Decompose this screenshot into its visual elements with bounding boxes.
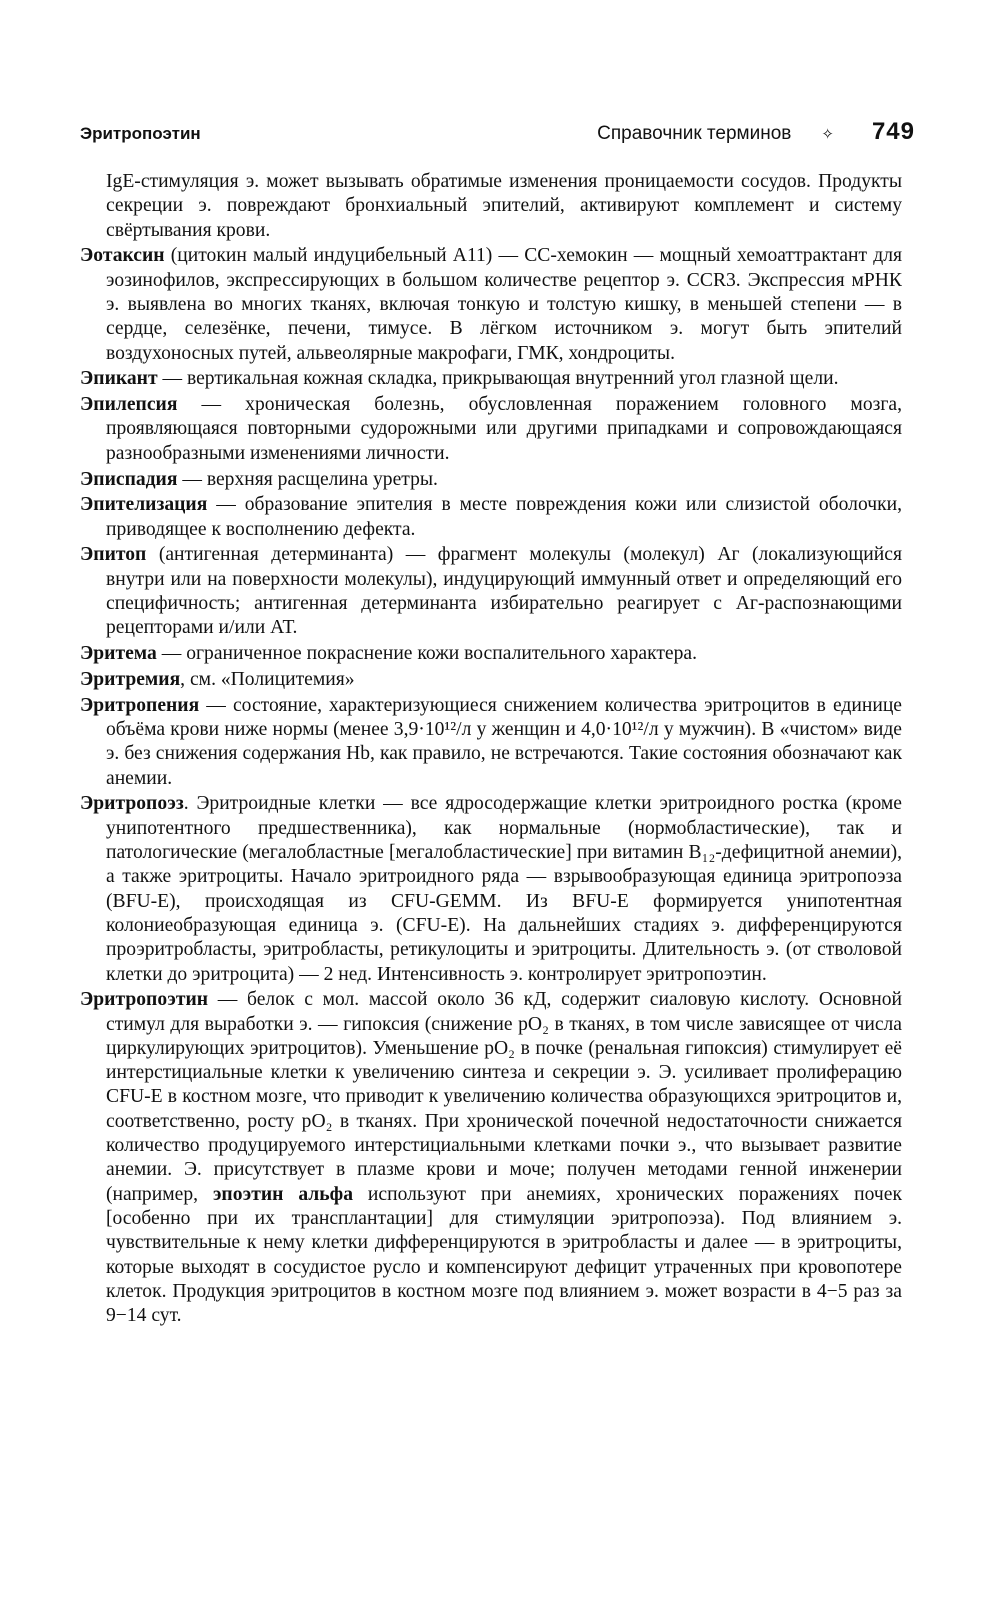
page-header <box>80 118 915 158</box>
entry-term: Эотаксин <box>80 245 165 267</box>
section-title: Справочник терминов <box>597 123 792 144</box>
entry-epilepsy <box>80 393 902 466</box>
entries-list <box>80 170 902 1330</box>
entry-text: IgE-стимуляция э. может вызывать обратимые изменения проницаемости сосудов. Продукты секреции э. повреждают бронхиальный эпителий, активируют комплемент и систему свёртывания крови. <box>106 171 902 241</box>
entry-erythropenia <box>80 694 902 791</box>
entry-term: Эпилепсия <box>80 394 178 416</box>
entry-erythropoietin <box>80 988 902 1328</box>
entry-term: Эритема <box>80 643 157 665</box>
entry-term: Эпителизация <box>80 494 208 516</box>
entry-term: Эритремия <box>80 668 181 690</box>
entry-term: Эписпадия <box>80 468 178 490</box>
entry-text: — верхняя расщелина уретры. <box>177 468 438 490</box>
entry-epithelization <box>80 493 902 542</box>
entry-epitope <box>80 543 902 640</box>
entry-text: — образование эпителия в месте повреждения кожи или слизистой оболочки, приводящее к восполнению дефекта. <box>106 494 902 540</box>
entry-continuation <box>80 170 902 243</box>
entry-term: Эритропоэз <box>80 793 184 815</box>
diamond-ornament-icon: ✧ <box>821 125 834 143</box>
entry-text: (цитокин малый индуцибельный A11) — CC-хемокин — мощный хемоаттрактант для эозинофилов, экспрессирующих в большом количестве рецептор э. CCR3. Экспрессия мРНК э. выявлена во многих тканях, включая тонкую и толстую кишку, в меньшей степени — в сердце, селезёнке, печени, тимусе. В лёгком источником э. могут быть эпителий воздухоносных путей, альвеолярные макрофаги, ГМК, хондроциты. <box>106 245 902 364</box>
entry-term: Эпитоп <box>80 544 147 566</box>
entry-eotaxin <box>80 244 902 365</box>
entry-text: . Эритроидные клетки — все ядросодержащие клетки эритроидного ростка (кроме унипотентного предшественника), как нормальные (нормобластические), так и патологические (мегалобластные [мегалобластические] при витамин B₁₂-дефицитной анемии), а также эритроциты. Начало эритроидного ряда — взрывообразующая единица эритропоэза (BFU-E), происходящая из CFU-GEMM. Из BFU-E формируется унипотентная колониеобразующая единица э. (CFU-E). На дальнейших стадиях э. дифференцируются проэритробласты, эритробласты, ретикулоциты и эритроциты. Длительность э. (от стволовой клетки до эритроцита) — 2 нед. Интенсивность э. контролирует эритропоэтин. <box>106 793 902 985</box>
entry-text: — ограниченное покраснение кожи воспалительного характера. <box>156 643 698 665</box>
entry-erythremia <box>80 668 902 692</box>
entry-epicanthus <box>80 367 902 391</box>
page-number: 749 <box>871 118 915 145</box>
entry-text: — состояние, характеризующиеся снижением количества эритроцитов в единице объёма крови ниже нормы (менее 3,9·10¹²/л у женщин и 4,0·10¹²/л у мужчин). В «чистом» виде э. без снижения содержания Hb, как правило, не встречаются. Такие состояния обозначают как анемии. <box>106 694 902 789</box>
entry-text: — хроническая болезнь, обусловленная поражением головного мозга, проявляющаяся повторными судорожными или другими припадками и сопровождающаяся разнообразными изменениями личности. <box>106 394 902 464</box>
entry-inline-term: эпоэтин альфа <box>212 1183 353 1205</box>
running-head: Эритропоэтин <box>80 124 201 143</box>
entry-erythropoiesis <box>80 792 902 986</box>
entry-erythema <box>80 642 902 666</box>
entry-text: , см. «Полицитемия» <box>180 668 355 690</box>
entry-term: Эритропения <box>80 694 200 716</box>
entry-text: (антигенная детерминанта) — фрагмент молекулы (молекул) Аг (локализующийся внутри или на поверхности молекулы), индуцирующий иммунный ответ и определяющий его специфичность; антигенная детерминанта избирательно реагирует с Аг-распознающими рецепторами и/или АТ. <box>106 544 902 639</box>
entry-text: — вертикальная кожная складка, прикрывающая внутренний угол глазной щели. <box>157 368 839 390</box>
entry-text: — белок с мол. массой около 36 кД, содержит сиаловую кислоту. Основной стимул для выработки э. — гипоксия (снижение pO₂ в тканях, в том числе зависящее от числа циркулирующих эритроцитов). Уменьшение pO₂ в почке (ренальная гипоксия) стимулирует её интерстициальные клетки к увеличению синтеза и секреции э. Э. усиливает пролиферацию CFU-E в костном мозге, что приводит к увеличению количества образующихся эритроцитов и, соответственно, росту pO₂ в тканях. При хронической почечной недостаточности снижается количество продуцируемого интерстициальными клетками почки э., что вызывает развитие анемии. Э. присутствует в плазме крови и моче; получен методами генной инженерии (например, <box>106 989 902 1205</box>
entry-term: Эпикант <box>80 368 158 390</box>
entry-term: Эритропоэтин <box>80 989 209 1011</box>
entry-epispadias <box>80 468 902 492</box>
entry-text-continued: используют при анемиях, хронических поражениях почек [особенно при их трансплантации] для стимуляции эритропоэза). Под влиянием э. чувствительные к нему клетки дифференцируются в эритробласты и далее — в эритроциты, которые выходят в сосудистое русло и компенсируют дефицит утраченных при кровопотере клеток. Продукция эритроцитов в костном мозге под влиянием э. может возрасти в 4−5 раз за 9−14 сут. <box>106 1183 902 1327</box>
